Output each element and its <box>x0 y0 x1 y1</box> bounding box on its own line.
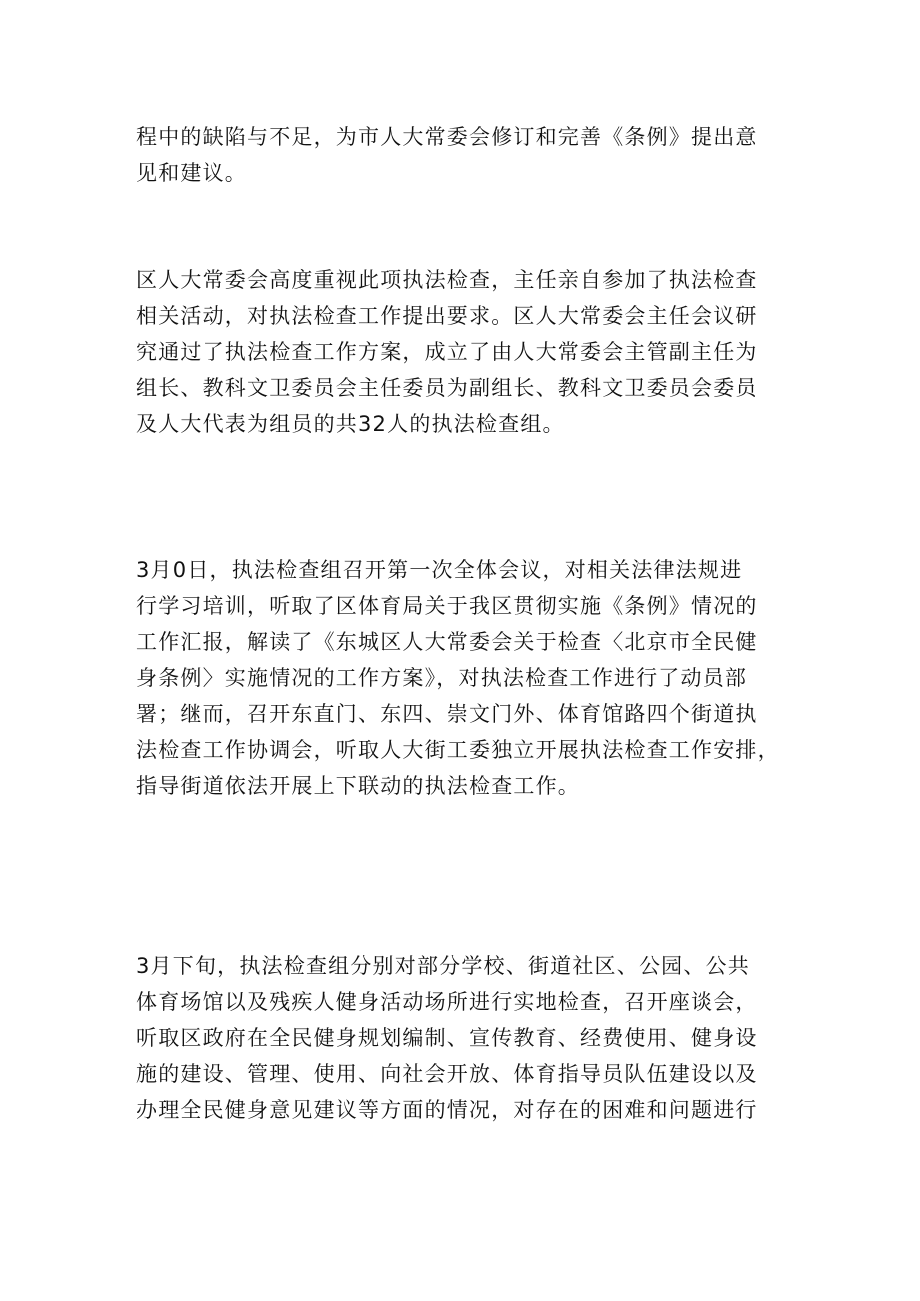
paragraph-line: 身条例〉实施情况的工作方案》，对执法检查工作进行了动员部 <box>136 666 748 690</box>
paragraph-2 <box>136 262 816 442</box>
paragraph-line: 工作汇报，解读了《东城区人大常委会关于检查〈北京市全民健 <box>136 630 758 654</box>
paragraph-line: 区人大常委会高度重视此项执法检查，主任亲自参加了执法检查 <box>136 268 758 292</box>
paragraph-line: 究通过了执法检查工作方案，成立了由人大常委会主管副主任为 <box>136 340 758 364</box>
paragraph-line: 相关活动，对执法检查工作提出要求。区人大常委会主任会议研 <box>136 304 758 328</box>
paragraph-line: 署；继而，召开东直门、东四、崇文门外、体育馆路四个街道执 <box>136 702 758 726</box>
paragraph-line: 见和建议。 <box>136 161 247 185</box>
paragraph-1 <box>136 119 816 191</box>
paragraph-line: 程中的缺陷与不足，为市人大常委会修订和完善《条例》提出意 <box>136 125 758 149</box>
paragraph-line: 法检查工作协调会，听取人大街工委独立开展执法检查工作安排， <box>136 738 780 762</box>
paragraph-line: 施的建设、管理、使用、向社会开放、体育指导员队伍建设以及 <box>136 1062 758 1086</box>
paragraph-line: 指导街道依法开展上下联动的执法检查工作。 <box>136 774 580 798</box>
paragraph-4 <box>136 948 816 1128</box>
paragraph-line: 3月下旬，执法检查组分别对部分学校、街道社区、公园、公共 <box>136 954 750 978</box>
paragraph-line: 组长、教科文卫委员会主任委员为副组长、教科文卫委员会委员 <box>136 376 758 400</box>
paragraph-line: 及人大代表为组员的共32人的执法检查组。 <box>136 412 565 436</box>
paragraph-line: 体育场馆以及残疾人健身活动场所进行实地检查，召开座谈会， <box>136 990 758 1014</box>
paragraph-line: 3月0日，执法检查组召开第一次全体会议，对相关法律法规进 <box>136 558 743 582</box>
paragraph-line: 听取区政府在全民健身规划编制、宣传教育、经费使用、健身设 <box>136 1026 758 1050</box>
paragraph-line: 办理全民健身意见建议等方面的情况，对存在的困难和问题进行 <box>136 1098 758 1122</box>
paragraph-line: 行学习培训，听取了区体育局关于我区贯彻实施《条例》情况的 <box>136 594 758 618</box>
paragraph-3 <box>136 552 816 804</box>
